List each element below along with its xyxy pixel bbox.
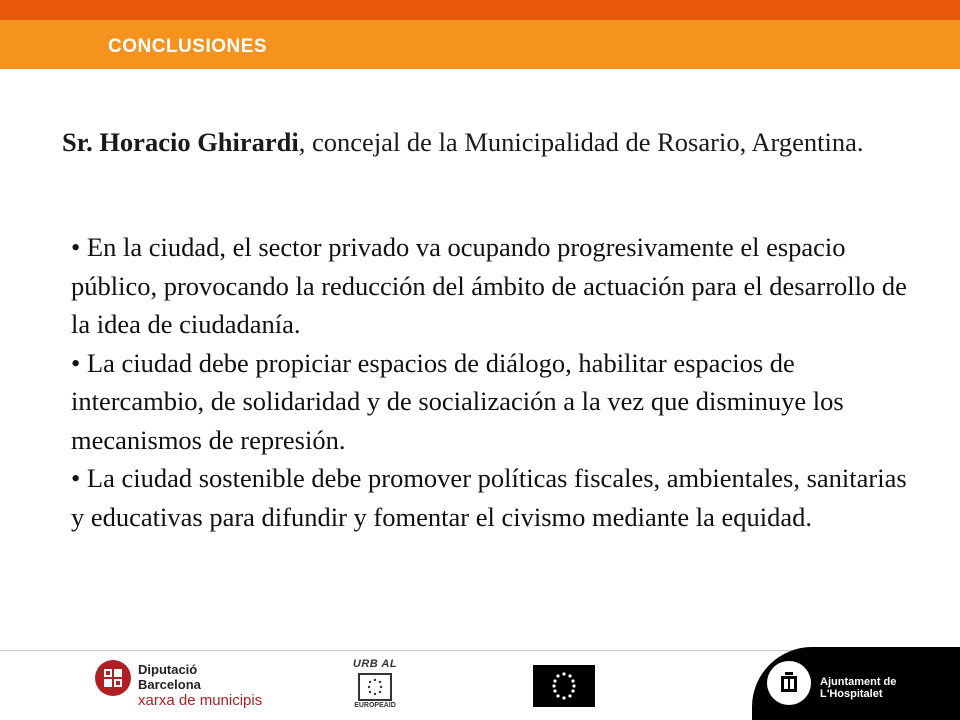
- urbal-stars-icon: [360, 675, 390, 699]
- urbal-logo-title: URB AL: [352, 658, 398, 670]
- speaker-name: Sr. Horacio Ghirardi: [62, 127, 299, 157]
- ajuntament-label: Ajuntament de L'Hospitalet: [820, 676, 897, 700]
- bullet-item: • La ciudad sostenible debe promover políticas fiscales, ambientales, sanitarias y educativas para difundir y fomentar el civismo mediante la equidad.: [71, 463, 907, 532]
- diputacio-line3: xarxa de municipis: [138, 692, 263, 709]
- diputacio-barcelona-logo-icon: [95, 660, 131, 696]
- eu-flag-icon: [533, 665, 595, 707]
- ajuntament-emblem-icon: [766, 660, 812, 706]
- diputacio-line2: Barcelona: [138, 677, 201, 692]
- bullet-item: • En la ciudad, el sector privado va ocupando progresivamente el espacio público, provocando la reducción del ámbito de actuación para el desarrollo de la idea de ciudadanía.: [71, 232, 907, 339]
- header-accent-bar: [0, 0, 960, 20]
- speaker-line: [62, 122, 922, 163]
- bullet-item: • La ciudad debe propiciar espacios de diálogo, habilitar espacios de intercambio, de solidaridad y de socialización a la vez que disminuye los mecanismos de represión.: [71, 347, 844, 455]
- diputacio-line1: Diputació: [138, 662, 198, 677]
- urbal-logo-caption: EUROPEAID: [354, 702, 396, 709]
- section-title: CONCLUSIONES: [108, 36, 268, 57]
- urbal-logo-box: [358, 673, 392, 701]
- speaker-description: , concejal de la Municipalidad de Rosario, Argentina.: [298, 127, 864, 157]
- bullet-list: [71, 228, 911, 536]
- diputacio-barcelona-logo-text: [138, 662, 262, 709]
